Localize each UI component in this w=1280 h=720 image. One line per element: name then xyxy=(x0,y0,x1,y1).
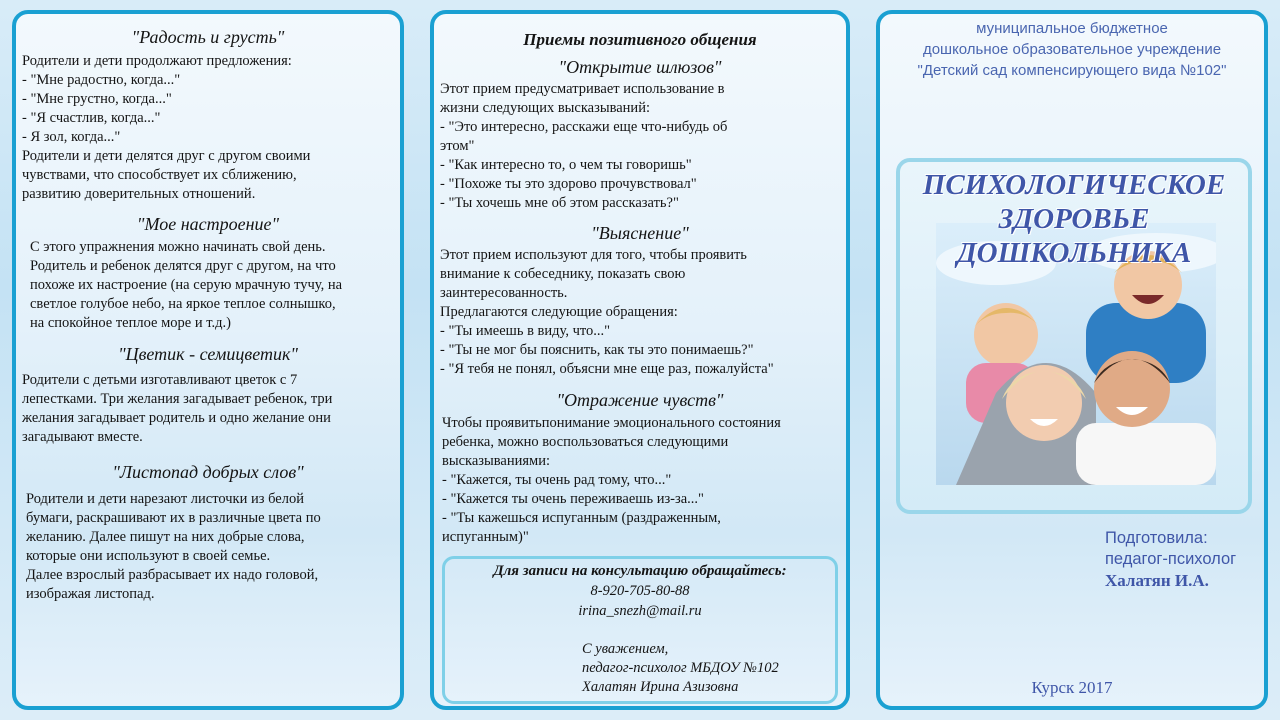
author-name: Халатян И.А. xyxy=(1105,571,1209,590)
signature: С уважением, педагог-психолог МБДОУ №102 Халатян Ирина Азизовна xyxy=(582,641,779,695)
brochure-title: ПСИХОЛОГИЧЕСКОЕ ЗДОРОВЬЕ ДОШКОЛЬНИКА xyxy=(922,169,1226,269)
open-gates-text: Этот прием предусматривает использование в жизни следующих высказываний: - "Это интересно, расскажи еще что-нибудь об этом" - "Как интересно то, о чем ты говоришь" - "Похоже ты это здорово прочувствовал" - "Ты хочешь мне об этом рассказать?" xyxy=(440,81,728,211)
clarification-heading: "Выяснение" xyxy=(591,223,689,243)
contact-heading: Для записи на консультацию обращайтесь: xyxy=(493,563,787,579)
joy-sadness-heading: "Радость и грусть" xyxy=(131,27,285,47)
joy-sadness-text: Родители и дети продолжают предложения: - "Мне радостно, когда..." - "Мне грустно, когда..." - "Я счастлив, когда..." - Я зол, когда..." Родители и дети делятся друг с другом своими чувствами, что способствует их сближению, развитию доверительных отношений. xyxy=(22,53,311,202)
middle-panel xyxy=(430,10,850,710)
my-mood-text: С этого упражнения можно начинать свой день. Родитель и ребенок делятся друг с другом, на что похоже их настроение (на серую мрачную тучу, на светлое голубое небо, на яркое теплое солнышко, на спокойное теплое море и т.д.) xyxy=(30,239,343,331)
panel-title: Приемы позитивного общения xyxy=(523,30,757,49)
open-gates-heading: "Открытие шлюзов" xyxy=(558,57,722,77)
cover-frame xyxy=(896,158,1252,514)
flower-heading: "Цветик - семицветик" xyxy=(118,344,298,364)
contact-box xyxy=(442,556,838,704)
feelings-text: Чтобы проявитьпонимание эмоционального состояния ребенка, можно воспользоваться следующими высказываниями: - "Кажется, ты очень рад тому, что..." - "Кажется ты очень переживаешь из-за..." - "Ты кажешься испуганным (раздраженным, испуганным)" xyxy=(442,415,781,545)
cover-panel xyxy=(876,10,1268,710)
prepared-by: Подготовила: педагог-психолог Халатян И.А. xyxy=(1105,529,1237,590)
clarification-text: Этот прием используют для того, чтобы проявить внимание к собеседнику, показать свою заинтересованность. Предлагаются следующие обращения: - "Ты имеешь в виду, что..." - "Ты не мог бы пояснить, как ты это понимаешь?" - "Я тебя не понял, объясни мне еще раз, пожалуйста" xyxy=(440,247,774,377)
my-mood-heading: "Мое настроение" xyxy=(136,214,280,234)
left-panel xyxy=(12,10,404,710)
leaf-fall-heading: "Листопад добрых слов" xyxy=(112,462,304,482)
feelings-heading: "Отражение чувств" xyxy=(556,390,724,410)
organization-name: муниципальное бюджетное дошкольное образовательное учреждение "Детский сад компенсирующего вида №102" xyxy=(917,20,1227,79)
flower-text: Родители с детьми изготавливают цветок с 7 лепестками. Три желания загадывает ребенок, три желания загадывает родитель и одно желание они загадывают вместе. xyxy=(22,372,333,445)
leaf-fall-text: Родители и дети нарезают листочки из белой бумаги, раскрашивают их в различные цвета по желанию. Далее пишут на них добрые слова, которые они используют в своей семье. Далее взрослый разбрасывает их надо головой, изображая листопад. xyxy=(26,491,321,602)
contact-email: irina_snezh@mail.ru xyxy=(578,603,702,619)
city-year: Курск 2017 xyxy=(1031,678,1113,697)
contact-phone: 8-920-705-80-88 xyxy=(590,583,690,599)
